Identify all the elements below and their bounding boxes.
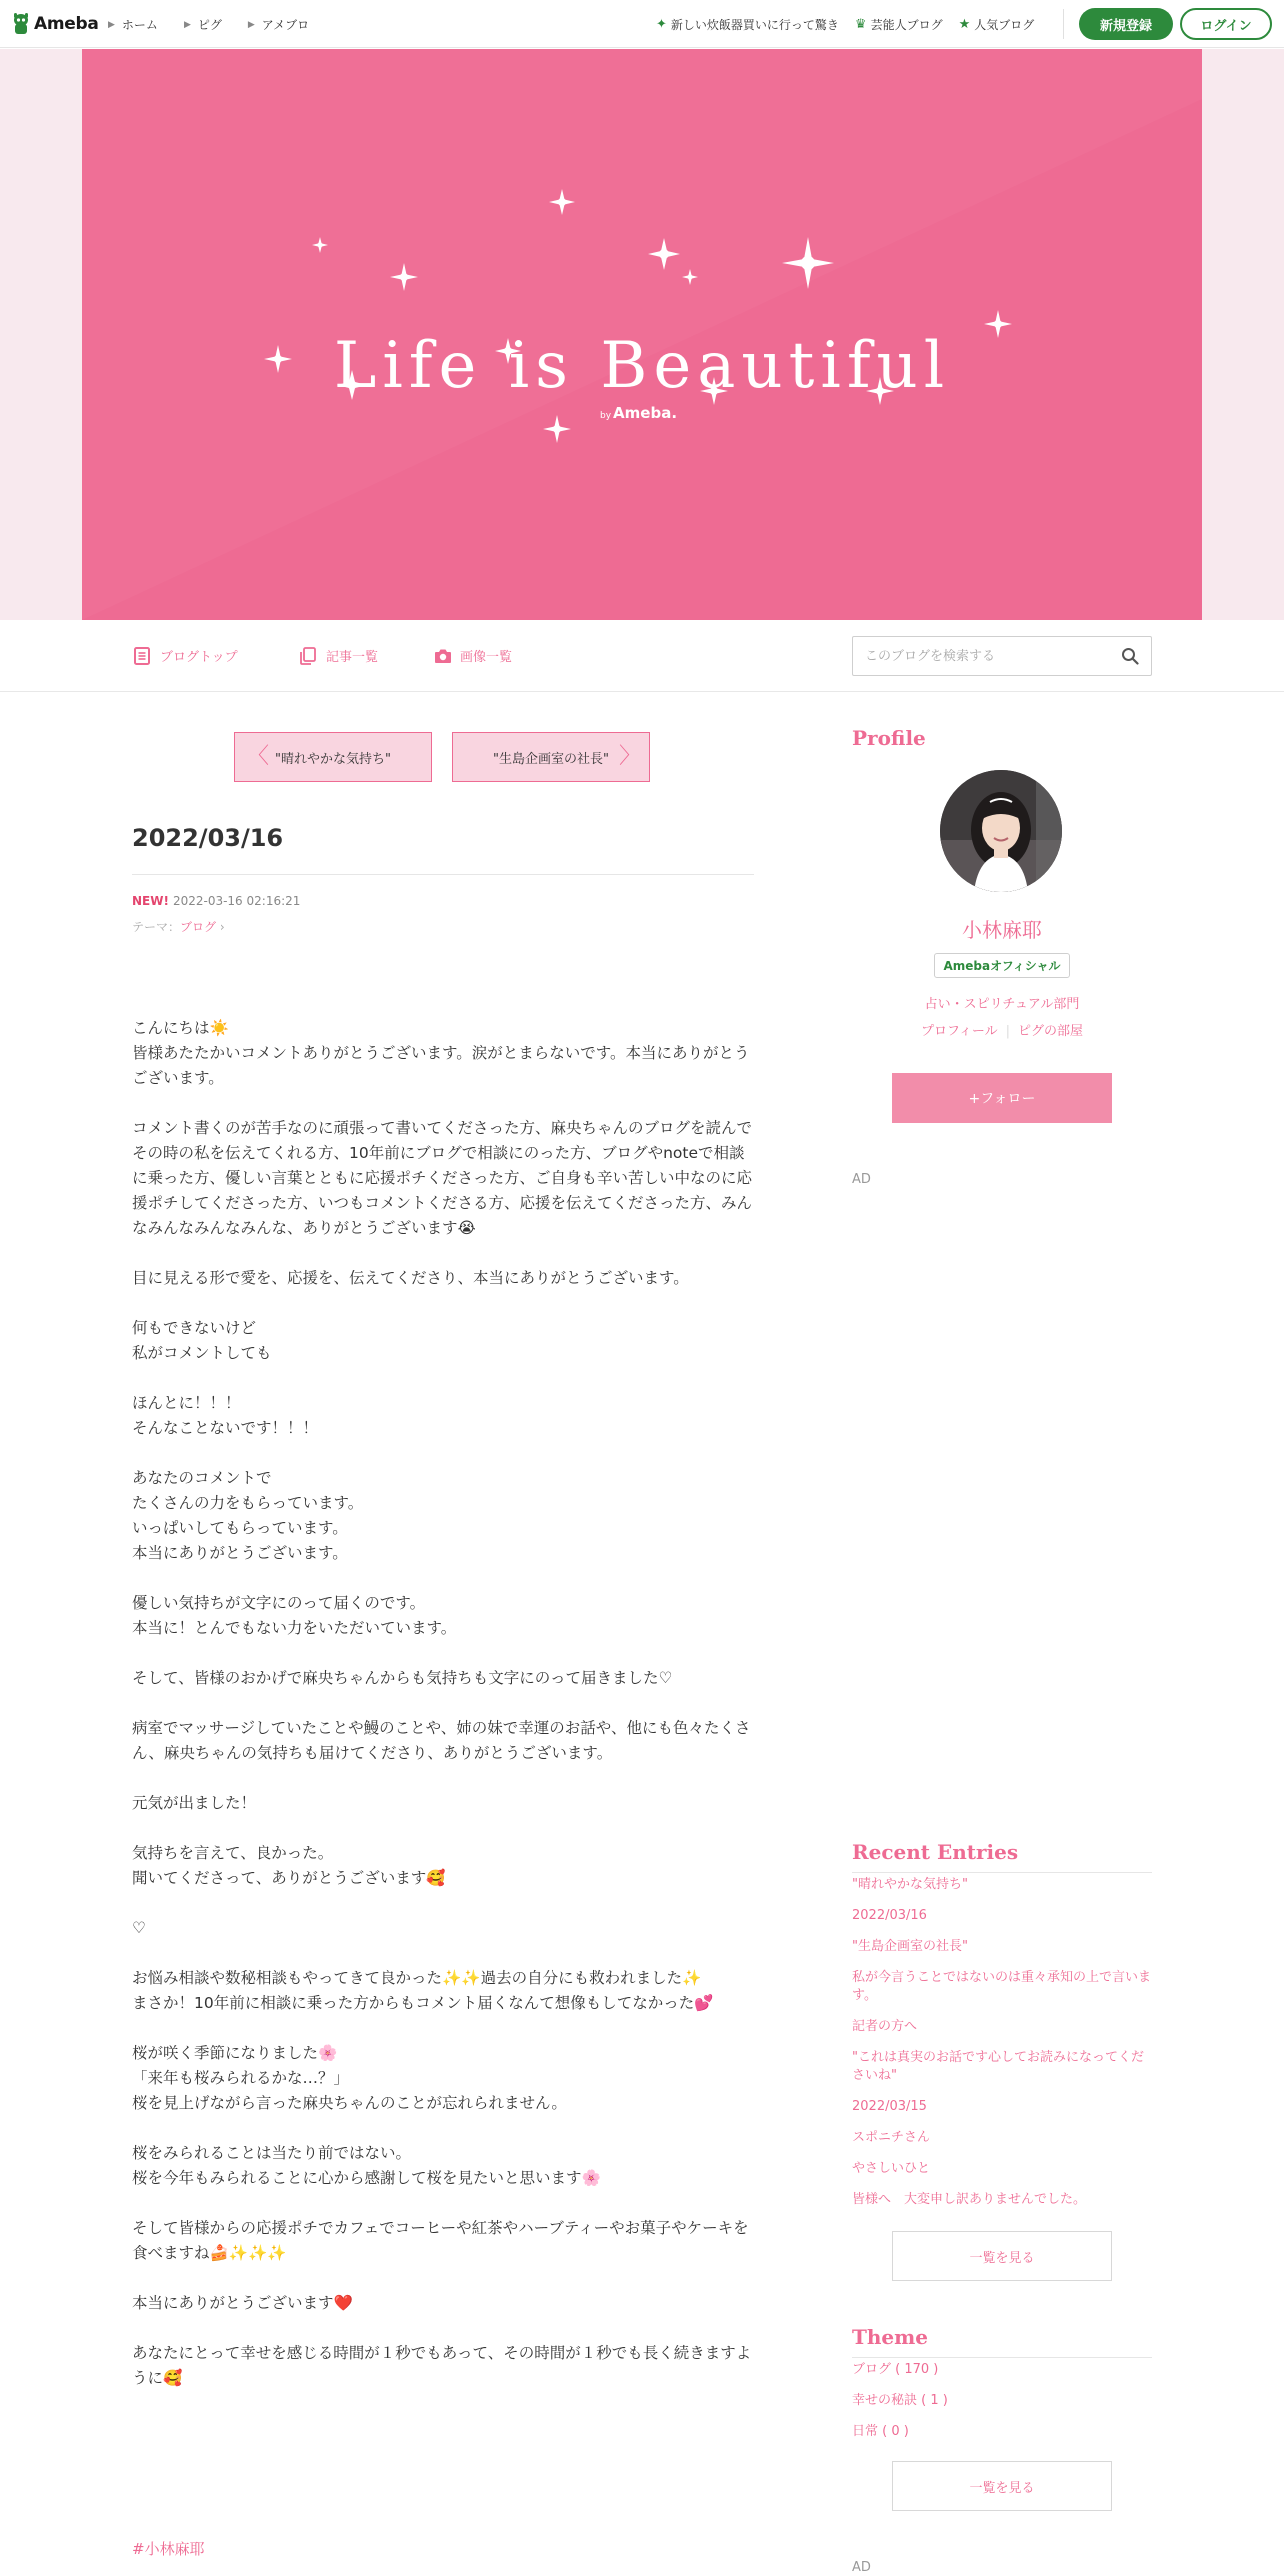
login-button[interactable]: ログイン — [1180, 8, 1272, 40]
nav-ameblo[interactable] — [248, 16, 309, 33]
recent-entries-list — [852, 1876, 1152, 2222]
recent-entry-link[interactable]: スポニチさん — [852, 2130, 931, 2145]
popular-blog-label: 人気ブログ — [974, 18, 1035, 32]
blog-header-banner[interactable] — [82, 49, 1202, 620]
celebrity-blog-label: 芸能人ブログ — [870, 18, 943, 32]
nav-home-label: ホーム — [121, 18, 158, 32]
entry-theme — [132, 918, 225, 935]
sparkle-icon: ✦ — [656, 17, 667, 32]
global-nav — [108, 16, 309, 33]
entry-title[interactable]: 2022/03/16 — [132, 824, 284, 852]
byline-brand: Ameba. — [613, 404, 678, 422]
recent-entry-link[interactable]: やさしいひと — [852, 2161, 931, 2176]
theme-heading: Theme — [852, 2325, 929, 2349]
entry-paragraph: そして皆様からの応援ポチでカフェでコーヒーや紅茶やハーブティーやお菓子やケーキを食べますね🍰✨✨✨ — [132, 2219, 749, 2262]
theme-prefix: テーマ： — [132, 920, 181, 934]
blog-search — [852, 636, 1152, 676]
blog-nav — [0, 620, 1284, 692]
register-button[interactable]: 新規登録 — [1079, 8, 1173, 40]
image-list-link[interactable] — [434, 646, 512, 665]
star-icon: ★ — [958, 17, 971, 32]
entry-paragraph: 桜が咲く季節になりました🌸 「来年も桜みられるかな…？」 桜を見上げながら言った麻央ちゃんのことが忘れられません。 — [132, 2044, 567, 2112]
entry-paragraph: コメント書くのが苦手なのに頑張って書いてくださった方、麻央ちゃんのブログを読んでその時の私を伝えてくれる方、10年前にブログで相談にのった方、ブログやnoteで相談に乗った方、優しい言葉とともに応援ポチくださった方、ご自身も辛い苦しい中なのに応援ポチしてくださった方、いつもコメントくださる方、応援を伝えてくださった方、みんなみんなみんなみんな、ありがとうございます😭 — [132, 1119, 753, 1237]
entry-paragraph: 病室でマッサージしていたことや鰻のことや、姉の妹で幸運のお話や、他にも色々たくさん、麻央ちゃんの気持ちも届けてくださり、ありがとうございます。 — [132, 1719, 751, 1762]
profile-category-link[interactable]: 占い・スピリチュアル部門 — [924, 997, 1080, 1012]
entry-datetime: 2022-03-16 02:16:21 — [172, 894, 301, 908]
prev-entry-button[interactable] — [234, 732, 432, 782]
recent-entries-heading: Recent Entries — [852, 1840, 1019, 1864]
follow-button[interactable]: +フォロー — [892, 1073, 1112, 1123]
logo-text: Ameba — [34, 14, 99, 34]
entry-body — [132, 1016, 754, 2416]
new-badge: NEW! — [132, 894, 169, 908]
divider — [1063, 9, 1064, 39]
divider — [132, 874, 754, 875]
ameba-logo[interactable] — [12, 10, 99, 38]
ameba-mascot-icon — [12, 12, 30, 36]
entry-list-link[interactable] — [300, 646, 378, 665]
image-list-label: 画像一覧 — [460, 650, 513, 665]
nav-home[interactable] — [108, 16, 158, 33]
ad-label: AD — [852, 1172, 871, 1187]
top-bar — [0, 0, 1284, 48]
entry-paragraph: こんにちは☀️ 皆様あたたかいコメントありがとうございます。涙がとまらないです。本当にありがとうございます。 — [132, 1019, 750, 1087]
copy-icon — [300, 647, 316, 665]
theme-link[interactable]: ブログ ( 170 ) — [852, 2362, 939, 2377]
hashtag-link[interactable]: #小林麻耶 — [132, 2540, 205, 2558]
theme-more-button[interactable]: 一覧を見る — [892, 2461, 1112, 2511]
banner-byline — [600, 404, 677, 422]
entry-paragraph: ほんとに！！！ そんなことないです！！！ — [132, 1394, 319, 1437]
entry-paragraph: お悩み相談や数秘相談もやってきて良かった✨✨過去の自分にも救われました✨ まさか！10年前に相談に乗った方からもコメント届くなんて想像もしてなかった💕 — [132, 1969, 714, 2012]
recent-entry-link[interactable]: 記者の方へ — [852, 2019, 918, 2034]
byline-by: by — [600, 411, 612, 421]
theme-link[interactable]: 日常 ( 0 ) — [852, 2424, 909, 2439]
blog-top-label: ブログトップ — [160, 650, 238, 665]
crown-icon: ♛ — [854, 17, 867, 32]
trending-link-label: 新しい炊飯器買いに行って驚き — [670, 18, 839, 32]
nav-ameblo-label: アメブロ — [261, 18, 310, 32]
chevron-right-icon: ▶ — [247, 19, 255, 30]
chevron-right-icon: ▶ — [183, 19, 191, 30]
entry-paragraph: 優しい気持ちが文字にのって届くのです。 本当に！とんでもない力をいただいています。 — [132, 1594, 457, 1637]
entry-paragraph: 何もできないけど 私がコメントしても — [132, 1319, 272, 1362]
chevron-right-icon: ▶ — [108, 19, 115, 30]
entry-list-label: 記事一覧 — [326, 650, 379, 665]
trending-link[interactable] — [656, 16, 839, 33]
divider: | — [1005, 1024, 1011, 1039]
popular-blog-link[interactable] — [959, 16, 1035, 33]
next-entry-button[interactable] — [452, 732, 650, 782]
blog-top-link[interactable] — [134, 646, 238, 665]
divider — [852, 2357, 1152, 2358]
entry-paragraph: あなたにとって幸せを感じる時間が１秒でもあって、その時間が１秒でも長く続きますように🥰 — [132, 2344, 752, 2387]
entry-paragraph: 本当にありがとうございます❤️ — [132, 2294, 353, 2312]
chevron-right-icon: 〉 — [618, 744, 641, 769]
entry-paragraph: ♡ — [132, 1919, 146, 1937]
profile-heading: Profile — [852, 726, 926, 750]
profile-link[interactable]: プロフィール — [920, 1024, 998, 1039]
camera-icon — [434, 647, 450, 665]
next-entry-label: "生島企画室の社長" — [493, 751, 609, 767]
entry-paragraph: 桜をみられることは当たり前ではない。 桜を今年もみられることに心から感謝して桜を見たいと思います🌸 — [132, 2144, 601, 2187]
theme-link[interactable]: ブログ — [180, 920, 217, 934]
recent-entry-link[interactable]: 2022/03/15 — [852, 2099, 927, 2114]
search-input[interactable] — [853, 637, 1103, 675]
nav-pigg[interactable] — [184, 16, 222, 33]
recent-entry-link[interactable]: "生島企画室の社長" — [852, 1939, 968, 1954]
pigg-room-link[interactable]: ピグの部屋 — [1018, 1024, 1084, 1039]
recent-entry-link[interactable]: "晴れやかな気持ち" — [852, 1877, 968, 1892]
recent-entry-link[interactable]: "これは真実のお話です心してお読みになってくださいね" — [852, 2050, 1144, 2083]
profile-name[interactable]: 小林麻耶 — [962, 918, 1042, 942]
entry-paragraph: あなたのコメントで たくさんの力をもらっています。 いっぱいしてもらっています。 本当にありがとうございます。 — [132, 1469, 364, 1562]
document-icon — [134, 647, 150, 665]
entry-paragraph: 気持ちを言えて、良かった。 聞いてくださって、ありがとうございます🥰 — [132, 1844, 446, 1887]
prev-entry-label: "晴れやかな気持ち" — [275, 751, 391, 767]
nav-pigg-label: ピグ — [197, 18, 222, 32]
ad-label: AD — [852, 2560, 871, 2575]
recent-entry-link[interactable]: 2022/03/16 — [852, 1908, 927, 1923]
entry-meta — [132, 894, 300, 908]
profile-links — [852, 1020, 1152, 1039]
search-icon[interactable] — [1121, 647, 1139, 665]
entry-paragraph: 元気が出ました！ — [132, 1794, 257, 1812]
divider — [852, 1872, 1152, 1873]
entry-paragraph: そして、皆様のおかげで麻央ちゃんからも気持ちも文字にのって届きました♡ — [132, 1669, 673, 1687]
recent-entry-link[interactable]: 私が今言うことではないのは重々承知の上で言います。 — [852, 1970, 1152, 2003]
celebrity-blog-link[interactable] — [855, 16, 943, 33]
top-links — [656, 16, 1034, 33]
banner-title: Life is Beautiful — [333, 329, 951, 403]
official-badge: Amebaオフィシャル — [934, 953, 1070, 978]
recent-entry-link[interactable]: 皆様へ 大変申し訳ありませんでした。 — [852, 2192, 1087, 2207]
chevron-left-icon: 〈 — [247, 744, 270, 769]
chevron-right-icon: › — [216, 920, 225, 934]
profile-avatar[interactable] — [940, 770, 1062, 892]
theme-link[interactable]: 幸せの秘訣 ( 1 ) — [852, 2393, 948, 2408]
theme-list — [852, 2361, 1152, 2454]
entry-paragraph: 目に見える形で愛を、応援を、伝えてくださり、本当にありがとうございます。 — [132, 1269, 689, 1287]
recent-more-button[interactable]: 一覧を見る — [892, 2231, 1112, 2281]
